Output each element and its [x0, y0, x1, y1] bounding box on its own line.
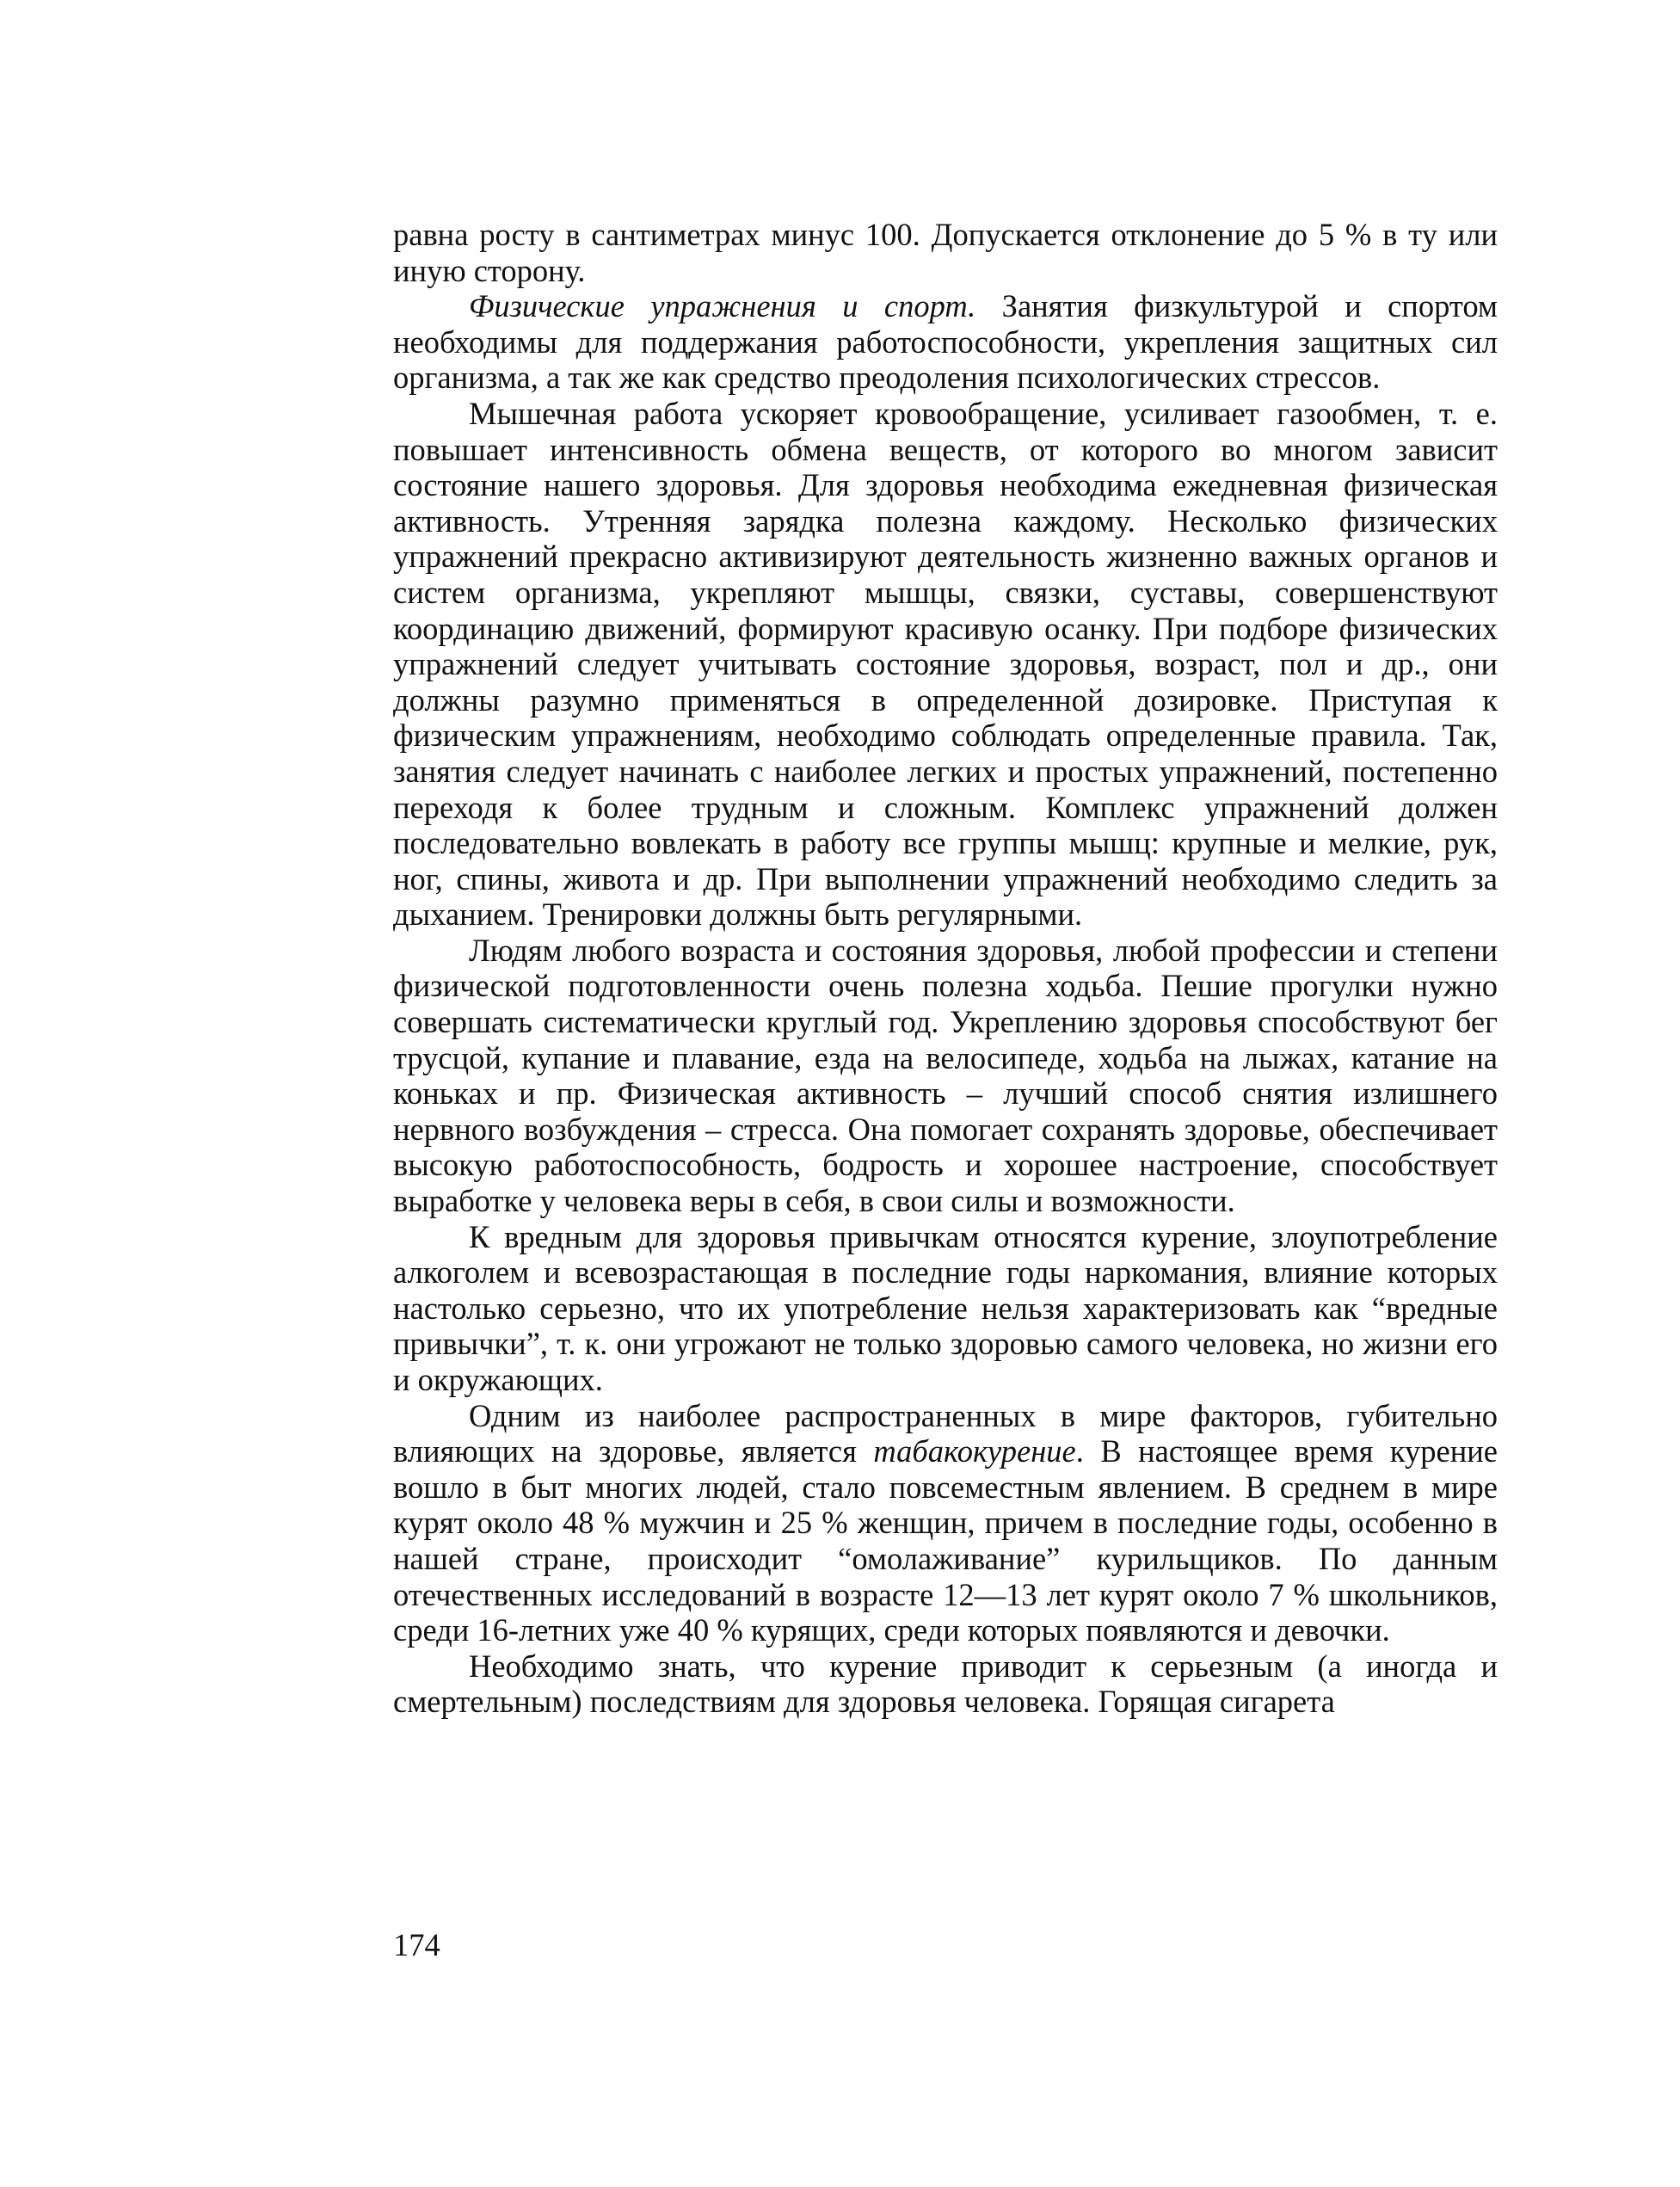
paragraph-text: Занятия физкультурой и спортом необходимы для поддержания работоспособности, укрепления защитных сил организма, а так же как средство преодоления психологических стрессов.	[393, 288, 1498, 396]
paragraph-text: Необходимо знать, что курение приводит к серьезным (а иногда и смертельным) последствиям для здоровья человека. Горящая сигарета	[393, 1648, 1498, 1720]
paragraph-harmful-habits	[393, 1219, 1498, 1398]
section-lead-heading: Физические упражнения и спорт.	[469, 288, 976, 324]
paragraph-exercise-and-sport	[393, 288, 1498, 396]
emphasized-term: табакокурение	[873, 1433, 1076, 1469]
paragraph-text: равна росту в сантиметрах минус 100. Допускается отклонение до 5 % в ту или иную сторону.	[393, 217, 1498, 288]
paragraph-text: Мышечная работа ускоряет кровообращение, усиливает газообмен, т. е. повышает интенсивность обмена веществ, от которого во многом зависит состояние нашего здоровья. Для здоровья необходима ежедневная физическая активность. Утренняя зарядка полезна каждому. Несколько физических упражнений прекрасно активизируют деятельность жизненно важных органов и систем организма, укрепляют мышцы, связки, суставы, совершенствуют координацию движений, формируют красивую осанку. При подборе физических упражнений следует учитывать состояние здоровья, возраст, пол и др., они должны разумно применяться в определенной дозировке. Приступая к физическим упражнениям, необходимо соблюдать определенные правила. Так, занятия следует начинать с наиболее легких и простых упражнений, постепенно переходя к более трудным и сложным. Комплекс упражнений должен последовательно вовлекать в работу все группы мышц: крупные и мелкие, рук, ног, спины, живота и др. При выполнении упражнений необходимо следить за дыханием. Тренировки должны быть регулярными.	[393, 395, 1498, 933]
paragraph-text: . В настоящее время курение вошло в быт многих людей, стало повсеместным явлением. В среднем в мире курят около 48 % мужчин и 25 % женщин, причем в последние годы, особенно в нашей стране, происходит “омолаживание” курильщиков. По данным отечественных исследований в возрасте 12—13 лет курят около 7 % школьников, среди 16-летних уже 40 % курящих, среди которых появляются и девочки.	[393, 1433, 1498, 1648]
paragraph-walking	[393, 933, 1498, 1219]
paragraph-smoking-consequences	[393, 1648, 1498, 1720]
paragraph-weight-norm	[393, 217, 1498, 288]
paragraph-text: Одним из наиболее распространенных в мире факторов, губительно влияющих на здоровье, является	[393, 1397, 1498, 1469]
page-body	[393, 217, 1498, 1720]
paragraph-text: К вредным для здоровья привычкам относятся курение, злоупотребление алкоголем и всевозрастающая в последние годы наркомания, влияние которых настолько серьезно, что их употребление нельзя характеризовать как “вредные привычки”, т. к. они угрожают не только здоровью самого человека, но жизни его и окружающих.	[393, 1218, 1498, 1397]
paragraph-text: Людям любого возраста и состояния здоровья, любой профессии и степени физической подготовленности очень полезна ходьба. Пешие прогулки нужно совершать систематически круглый год. Укреплению здоровья способствуют бег трусцой, купание и плавание, езда на велосипеде, ходьба на лыжах, катание на коньках и пр. Физическая активность – лучший способ снятия излишнего нервного возбуждения – стресса. Она помогает сохранять здоровье, обеспечивает высокую работоспособность, бодрость и хорошее настроение, способствует выработке у человека веры в себя, в свои силы и возможности.	[393, 932, 1498, 1219]
page-number: 174	[393, 1927, 440, 1962]
paragraph-muscle-work	[393, 396, 1498, 933]
paragraph-tobacco-smoking	[393, 1398, 1498, 1648]
